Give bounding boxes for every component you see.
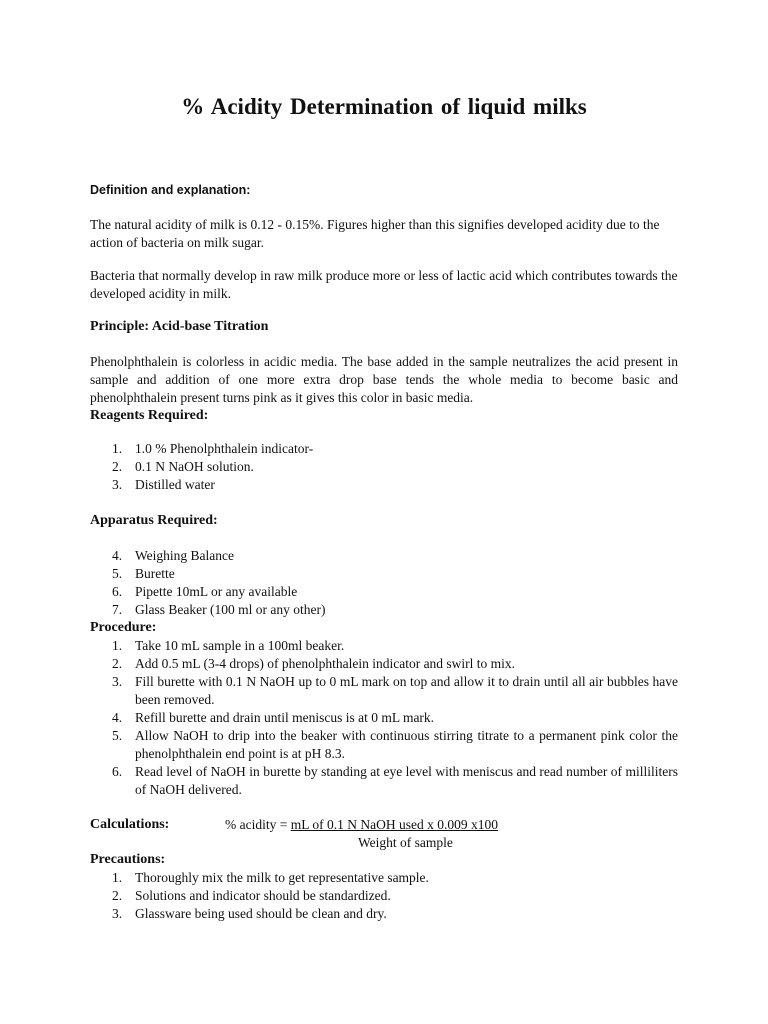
- list-item: 2. Add 0.5 mL (3-4 drops) of phenolphthalein indicator and swirl to mix.: [112, 656, 516, 671]
- calculations-label: Calculations:: [90, 817, 170, 832]
- definition-paragraph-1: The natural acidity of milk is 0.12 - 0.15%. Figures higher than this signifies developed acidity due to the action of bacteria on milk sugar.: [90, 217, 660, 250]
- principle-text: Phenolphthalein is colorless in acidic media. The base added in the sample neutralizes the acid present in sample and addition of one more extra drop base tends the whole media to become basic and phenolphthalein present turns pink as it gives this color in basic media.: [90, 354, 678, 405]
- list-item: 1. 1.0 % Phenolphthalein indicator-: [112, 441, 314, 456]
- list-item: 6. Read level of NaOH in burette by standing at eye level with meniscus and read number of milliliters of NaOH delivered.: [112, 764, 678, 797]
- list-item: 4. Refill burette and drain until meniscus is at 0 mL mark.: [112, 710, 435, 725]
- list-item: 5. Burette: [112, 566, 175, 581]
- list-item: 4. Weighing Balance: [112, 548, 235, 563]
- list-item: 3. Fill burette with 0.1 N NaOH up to 0 mL mark on top and allow it to drain until all air bubbles have been removed.: [112, 674, 678, 707]
- procedure-list: [90, 637, 678, 799]
- procedure-heading: Procedure:: [90, 620, 157, 635]
- principle-heading: Principle: Acid-base Titration: [90, 319, 269, 334]
- definition-heading: Definition and explanation:: [90, 183, 251, 197]
- page-title: % Acidity Determination of liquid milks: [181, 94, 587, 119]
- list-item: 1. Thoroughly mix the milk to get representative sample.: [112, 870, 429, 885]
- formula-prefix: % acidity =: [225, 817, 291, 832]
- reagents-heading: Reagents Required:: [90, 408, 209, 423]
- precautions-list: [90, 869, 678, 923]
- list-item: 2. Solutions and indicator should be standardized.: [112, 888, 391, 903]
- reagents-list: [90, 440, 678, 494]
- precautions-heading: Precautions:: [90, 852, 166, 867]
- list-item: 7. Glass Beaker (100 ml or any other): [112, 602, 326, 617]
- acidity-formula: [225, 816, 498, 834]
- definition-paragraph-2: Bacteria that normally develop in raw milk produce more or less of lactic acid which contributes towards the developed acidity in milk.: [90, 268, 678, 301]
- formula-numerator: mL of 0.1 N NaOH used x 0.009 x100: [290, 817, 498, 832]
- apparatus-list: [90, 547, 678, 619]
- list-item: 1. Take 10 mL sample in a 100ml beaker.: [112, 638, 345, 653]
- list-item: 5. Allow NaOH to drip into the beaker with continuous stirring titrate to a permanent pink color the phenolphthalein end point is at pH 8.3.: [112, 728, 678, 761]
- apparatus-heading: Apparatus Required:: [90, 513, 218, 528]
- list-item: 3. Distilled water: [112, 477, 215, 492]
- formula-denominator: Weight of sample: [358, 835, 453, 850]
- list-item: 3. Glassware being used should be clean and dry.: [112, 906, 387, 921]
- list-item: 2. 0.1 N NaOH solution.: [112, 459, 254, 474]
- calculations: [90, 816, 678, 856]
- list-item: 6. Pipette 10mL or any available: [112, 584, 298, 599]
